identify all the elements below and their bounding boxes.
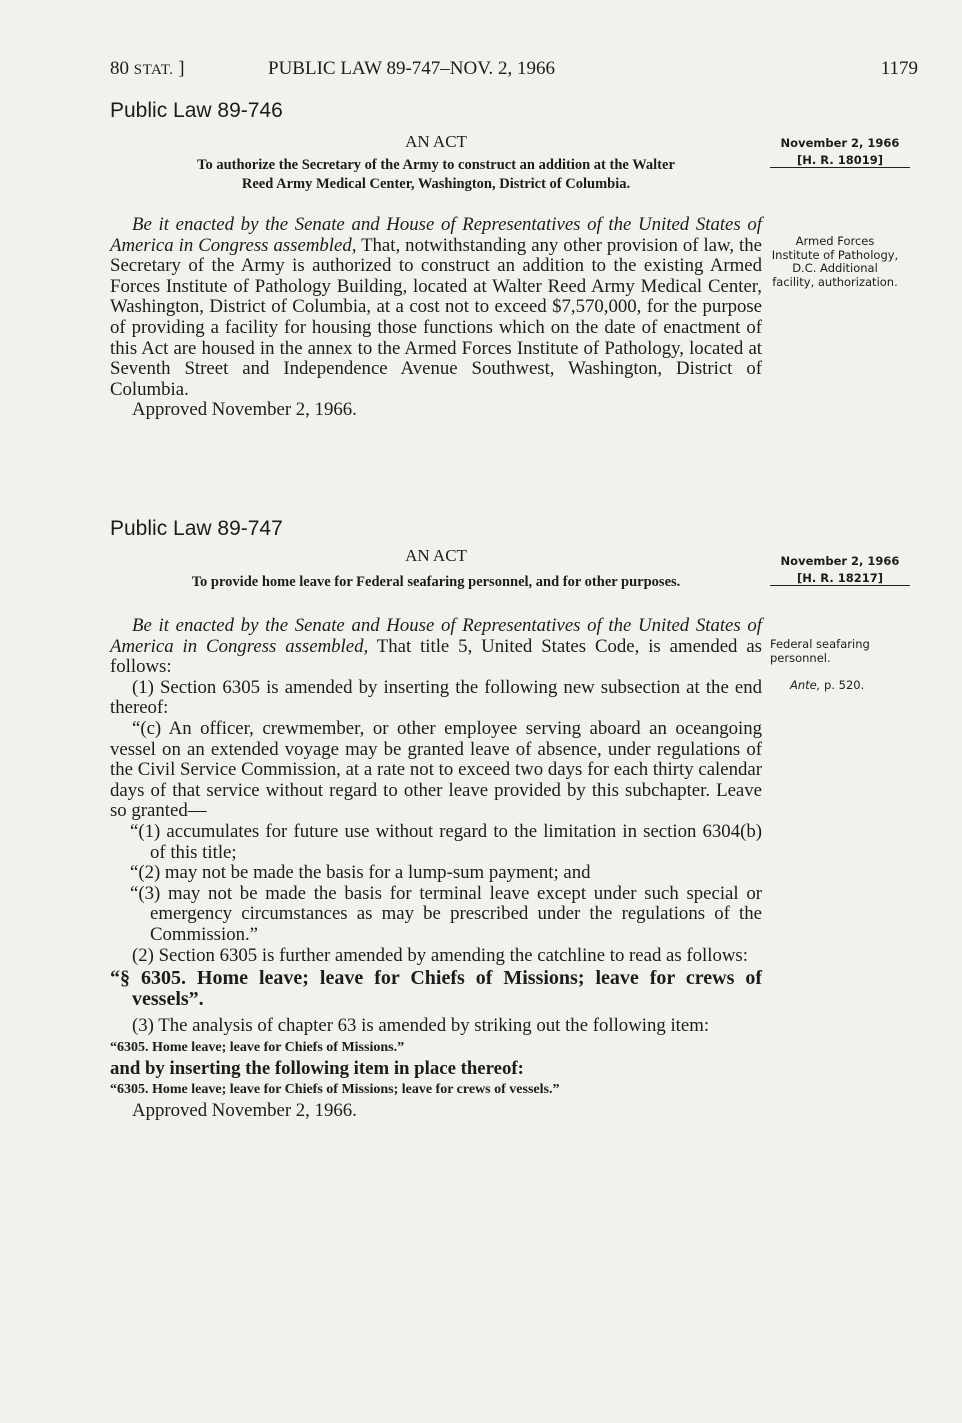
law2-paragraph-3: “(3) may not be made the basis for terminal leave except under such special or emergency circumstances as may be prescribed under the regulations of the Commission.”: [130, 882, 762, 945]
law1-margin-note: Armed Forces Institute of Pathology, D.C. Additional facility, authorization.: [771, 234, 899, 289]
law2-subsection-c: “(c) An officer, crewmember, or other employee serving aboard an oceangoing vessel on an extended voyage may be granted leave of absence, under regulations of the Civil Service Commission, at a rate not to exceed two days for each thirty calendar days of that service without regard to other leave provided by this subchapter. Leave so granted—: [110, 717, 762, 822]
law2-paragraph-2: “(2) may not be made the basis for a lump-sum payment; and: [130, 862, 591, 884]
law2-title: Public Law 89-747: [110, 517, 283, 540]
law1-purpose: [110, 156, 762, 194]
law1-date: November 2, 1966: [780, 136, 900, 150]
law1-margin-date: [770, 136, 910, 168]
law2-ref-text: p. 520.: [820, 678, 865, 692]
law1-title: Public Law 89-746: [110, 99, 283, 122]
law2-act-label: AN ACT: [405, 546, 467, 565]
law2-body: [110, 616, 762, 1122]
law2-date: November 2, 1966: [780, 554, 900, 568]
law2-margin-date: [770, 554, 910, 586]
law2-ref-italic: Ante,: [790, 678, 821, 692]
law2-catchline: “§ 6305. Home leave; leave for Chiefs of Missions; leave for crews of vessels”.: [110, 967, 762, 1011]
stat-citation: [110, 58, 185, 80]
law2-approved: Approved November 2, 1966.: [132, 1100, 357, 1122]
law1-purpose-line1: To authorize the Secretary of the Army to construct an addition at the Walter: [197, 157, 675, 173]
law1-purpose-line2: Reed Army Medical Center, Washington, District of Columbia.: [241, 176, 631, 192]
law2-enacting-clause: [110, 616, 762, 678]
law2-paragraph-1: “(1) accumulates for future use without regard to the limitation in section 6304(b) of this title;: [130, 820, 762, 863]
law2-item-1: (1) Section 6305 is amended by inserting the following new subsection at the end thereof:: [110, 676, 762, 719]
law2-new-item: “6305. Home leave; leave for Chiefs of Missions; leave for crews of vessels.”: [110, 1082, 560, 1098]
law2-bill-number: [H. R. 18217]: [770, 571, 910, 586]
header-title: PUBLIC LAW 89-747–NOV. 2, 1966: [268, 58, 556, 79]
law2-item-3: (3) The analysis of chapter 63 is amended by striking out the following item:: [132, 1015, 710, 1037]
law1-enacting-clause: [110, 215, 762, 400]
law2-item-2: (2) Section 6305 is further amended by amending the catchline to read as follows:: [132, 944, 748, 966]
stat-volume: 80: [110, 58, 129, 79]
stat-label: STAT.: [133, 62, 174, 78]
law2-old-item: “6305. Home leave; leave for Chiefs of Missions.”: [110, 1039, 405, 1055]
law1-enact-text: That, notwithstanding any other provision of law, the Secretary of the Army is authorized to construct an addition to the existing Armed Forces Institute of Pathology Building, located at Walter Reed Army Medical Center, Washington, District of Columbia, at a cost not to exceed $7,570,000, for the purpose of providing a facility for housing those functions which on the date of enactment of this Act are housed in the annex to the Armed Forces Institute of Pathology, located at Seventh Street and Independence Avenue Southwest, Washington, District of Columbia.: [110, 234, 762, 400]
law1-act-label: AN ACT: [405, 132, 467, 151]
law2-margin-note: Federal seafaring personnel.: [770, 637, 870, 665]
law2-enact-text: That title 5, United States Code, is amended as follows:: [110, 635, 762, 678]
law1-bill-number: [H. R. 18019]: [770, 153, 910, 168]
law1-body: [110, 215, 762, 421]
page-number: 1179: [880, 58, 918, 79]
law1-enact-italic: Be it enacted by the Senate and House of Representatives of the United States of America in Congress assembled,: [110, 214, 762, 256]
stat-bracket: ]: [178, 58, 185, 79]
law2-margin-ref: [790, 679, 930, 693]
law1-approved: Approved November 2, 1966.: [132, 399, 357, 421]
running-header: [110, 58, 920, 84]
law2-purpose: To provide home leave for Federal seafaring personnel, and for other purposes.: [191, 574, 681, 590]
law2-enact-italic: Be it enacted by the Senate and House of Representatives of the United States of America in Congress assembled,: [110, 615, 762, 657]
law2-insert-line: and by inserting the following item in place thereof:: [110, 1057, 524, 1079]
